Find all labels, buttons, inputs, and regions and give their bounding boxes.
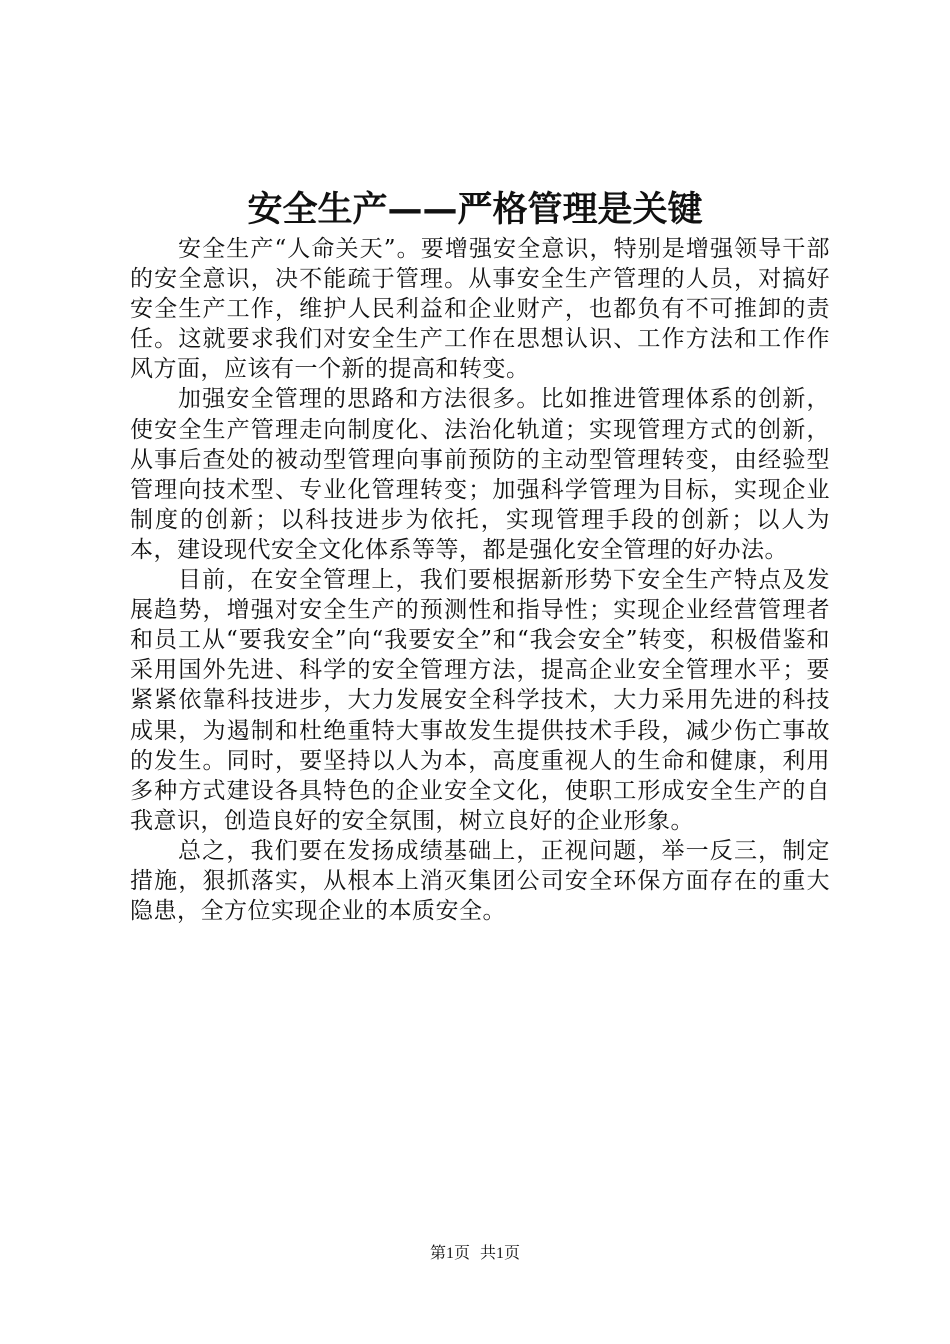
document-title: 安全生产——严格管理是关键 [247, 190, 703, 230]
document-body [130, 234, 830, 926]
paragraph-2: 加强安全管理的思路和方法很多。比如推进管理体系的创新，使安全生产管理走向制度化、法治化轨道；实现管理方式的创新，从事后查处的被动型管理向事前预防的主动型管理转变，由经验型管理向技术型、专业化管理转变；加强科学管理为目标，实现企业制度的创新；以科技进步为依托，实现管理手段的创新；以人为本，建设现代安全文化体系等等，都是强化安全管理的好办法。 [130, 386, 830, 563]
page-total: 共1页 [480, 1245, 521, 1262]
paragraph-3: 目前，在安全管理上，我们要根据新形势下安全生产特点及发展趋势，增强对安全生产的预测性和指导性；实现企业经营管理者和员工从“要我安全”向“我要安全”和“我会安全”转变，积极借鉴和采用国外先进、科学的安全管理方法，提高企业安全管理水平；要紧紧依靠科技进步，大力发展安全科学技术，大力采用先进的科技成果，为遏制和杜绝重特大事故发生提供技术手段，减少伤亡事故的发生。同时，要坚持以人为本，高度重视人的生命和健康，利用多种方式建设各具特色的企业安全文化，使职工形成安全生产的自我意识，创造良好的安全氛围，树立良好的企业形象。 [130, 567, 830, 834]
paragraph-4: 总之，我们要在发扬成绩基础上，正视问题，举一反三，制定措施，狠抓落实，从根本上消灭集团公司安全环保方面存在的重大隐患，全方位实现企业的本质安全。 [130, 837, 830, 925]
page-footer [0, 1244, 950, 1264]
paragraph-1: 安全生产“人命关天”。要增强安全意识，特别是增强领导干部的安全意识，决不能疏于管理。从事安全生产管理的人员，对搞好安全生产工作，维护人民利益和企业财产，也都负有不可推卸的责任。这就要求我们对安全生产工作在思想认识、工作方法和工作作风方面，应该有一个新的提高和转变。 [130, 236, 830, 383]
page-number: 第1页 [429, 1245, 470, 1262]
